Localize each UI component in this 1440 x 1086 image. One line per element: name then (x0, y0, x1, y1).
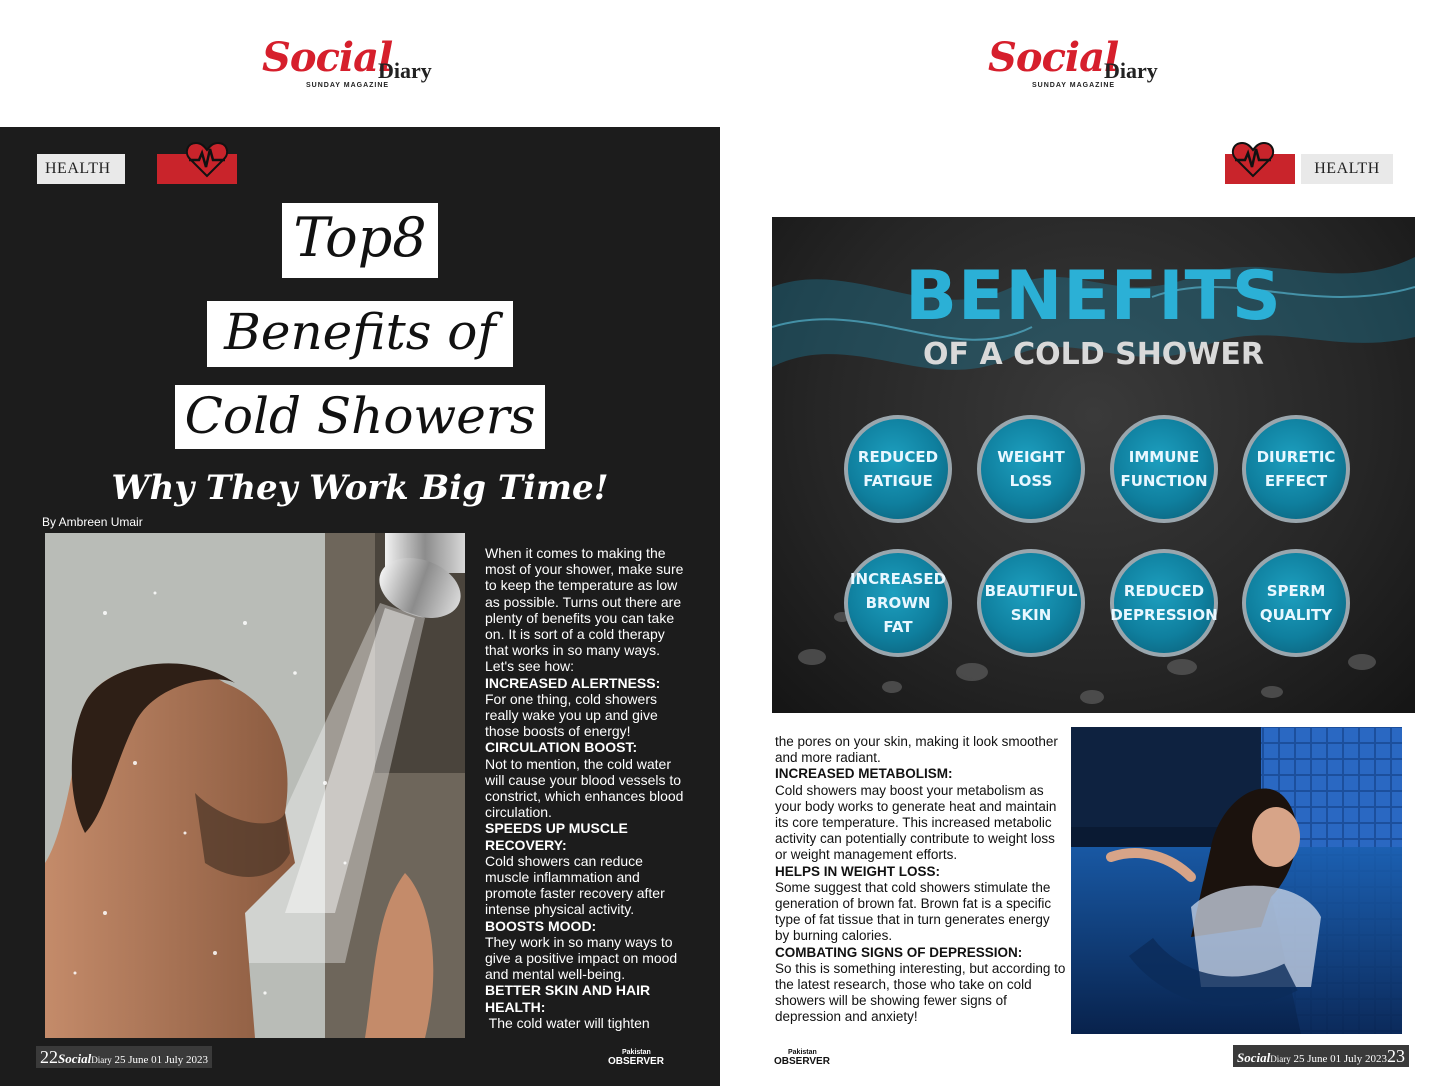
observer-line-1: Pakistan (622, 1049, 651, 1056)
paragraph: They work in so many ways to give a positive impact on mood and mental well-being. (485, 933, 678, 983)
masthead-diary: Diary (1104, 58, 1158, 83)
section-tag (37, 154, 202, 184)
observer-line-2: OBSERVER (608, 1056, 664, 1067)
paragraph: When it comes to making the most of your shower, make sure to keep the temperature as low as possible. Turns out there are plenty of benefits you can take on. It is sort of a cold therapy that works in so many ways. Let's see how: (485, 545, 684, 675)
page-footer-right (1233, 1045, 1409, 1067)
title-line-2: Benefits of (207, 301, 513, 367)
heading-increased-metabolism: INCREASED METABOLISM: (775, 766, 953, 782)
masthead-social: Social (262, 34, 393, 81)
footer-brand-social: Social (58, 1051, 92, 1066)
section-tag-label: HEALTH (1301, 154, 1393, 184)
page-footer-left (36, 1046, 212, 1068)
observer-line-1: Pakistan (788, 1049, 817, 1056)
heading-depression: COMBATING SIGNS OF DEPRESSION: (775, 944, 1023, 960)
masthead-subtitle: SUNDAY MAGAZINE (306, 82, 390, 89)
paragraph: For one thing, cold showers really wake you up and give those boosts of energy! (485, 690, 658, 740)
infographic-subtitle: OF A COLD SHOWER (923, 337, 1264, 372)
pool-woman-photo (1071, 727, 1402, 1034)
paragraph: So this is something interesting, but according to the latest research, those who take on cold showers will be showing fewer signs of depression and anxiety! (775, 960, 1066, 1025)
heartbeat-icon (185, 140, 229, 178)
benefit-circle-sperm-quality: SPERM QUALITY (1242, 549, 1350, 657)
section-tag (1225, 154, 1395, 184)
title-line-3: Cold Showers (175, 385, 545, 449)
heading-weight-loss: HELPS IN WEIGHT LOSS: (775, 863, 941, 879)
masthead (0, 34, 720, 94)
observer-logo (608, 1048, 664, 1066)
title-line-1: Top8 (282, 203, 438, 278)
heading-circulation-boost: CIRCULATION BOOST: (485, 739, 638, 756)
benefit-circle-reduced-depression: REDUCED DEPRESSION (1110, 549, 1218, 657)
left-article-column (485, 545, 685, 1031)
shower-man-photo (45, 533, 465, 1038)
benefits-infographic (772, 217, 1415, 713)
footer-date: 25 June 01 July 2023 (114, 1054, 208, 1066)
footer-brand-diary: Diary (1270, 1054, 1291, 1064)
heading-increased-alertness: INCREASED ALERTNESS: (485, 674, 661, 691)
heartbeat-icon (1231, 140, 1275, 178)
article-subtitle: Why They Work Big Time! (111, 468, 609, 508)
masthead-logo (988, 34, 1178, 94)
observer-line-2: OBSERVER (774, 1056, 830, 1067)
heading-muscle-recovery: SPEEDS UP MUSCLE RECOVERY: (485, 820, 628, 853)
masthead-diary: Diary (378, 58, 432, 83)
page-number: 22 (40, 1047, 58, 1067)
right-article-column (775, 734, 1067, 1026)
masthead-social: Social (988, 34, 1119, 81)
masthead-subtitle: SUNDAY MAGAZINE (1032, 82, 1116, 89)
paragraph: Not to mention, the cold water will cause your blood vessels to constrict, which enhances blood circulation. (485, 755, 684, 821)
infographic-title: BENEFITS (905, 257, 1282, 336)
footer-brand-diary: Diary (91, 1055, 112, 1065)
paragraph: Cold showers can reduce muscle inflammation and promote faster recovery after intense physical activity. (485, 852, 665, 918)
masthead (720, 34, 1440, 94)
paragraph: Some suggest that cold showers stimulate the generation of brown fat. Brown fat is a specific type of fat tissue that in turn generates energy by burning calories. (775, 879, 1052, 944)
heading-boosts-mood: BOOSTS MOOD: (485, 917, 597, 934)
section-tag-label: HEALTH (37, 154, 125, 184)
paragraph: the pores on your skin, making it look smoother and more radiant. (775, 734, 1058, 766)
masthead-logo (262, 34, 452, 94)
benefit-circle-immune-function: IMMUNE FUNCTION (1110, 415, 1218, 523)
observer-logo (774, 1048, 830, 1066)
heading-skin-hair: BETTER SKIN AND HAIR HEALTH: (485, 982, 651, 1015)
benefit-circle-diuretic-effect: DIURETIC EFFECT (1242, 415, 1350, 523)
byline: By Ambreen Umair (42, 515, 143, 529)
page-number: 23 (1386, 1046, 1405, 1066)
benefit-circle-beautiful-skin: BEAUTIFUL SKIN (977, 549, 1085, 657)
footer-brand-social: Social (1237, 1050, 1271, 1065)
benefit-circle-reduced-fatigue: REDUCED FATIGUE (844, 415, 952, 523)
benefit-circle-weight-loss: WEIGHT LOSS (977, 415, 1085, 523)
paragraph: Cold showers may boost your metabolism as your body works to generate heat and maintain its core temperature. This increased metabolic activity can potentially contribute to weight loss or weight management efforts. (775, 782, 1057, 863)
paragraph: The cold water will tighten (485, 1014, 650, 1031)
footer-date: 25 June 01 July 2023 (1293, 1053, 1387, 1065)
benefit-circle-increased-brown-fat: INCREASED BROWN FAT (844, 549, 952, 657)
